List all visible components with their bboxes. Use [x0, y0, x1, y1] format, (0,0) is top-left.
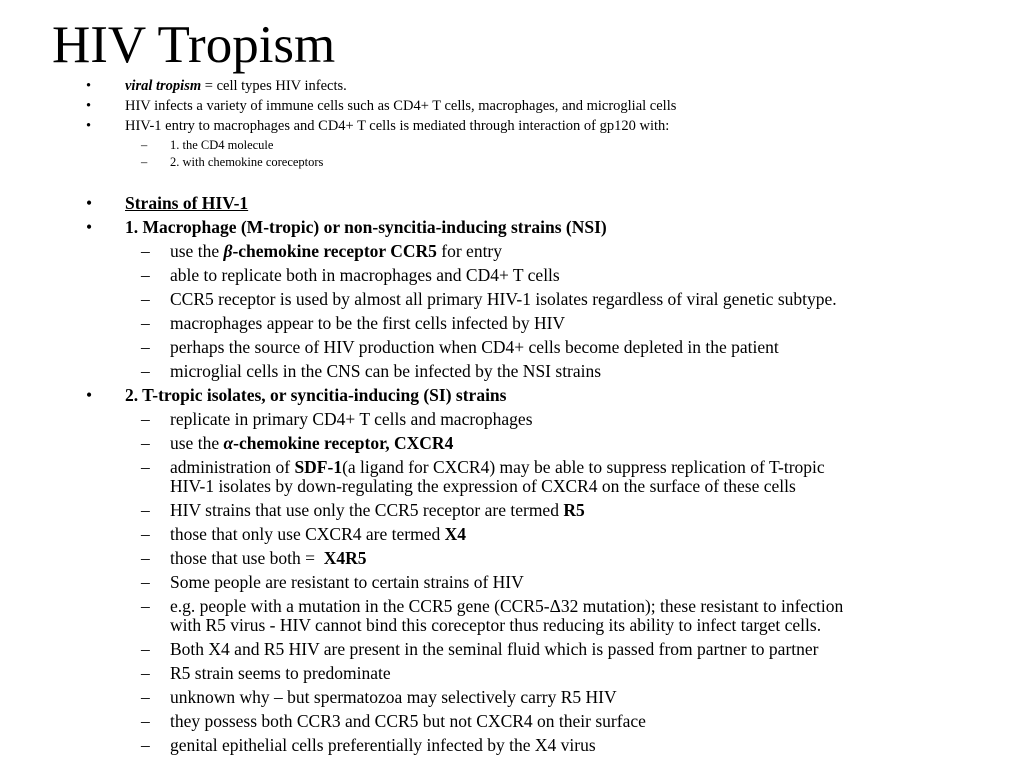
- dash-marker: –: [141, 337, 150, 357]
- slide-title: HIV Tropism: [52, 16, 336, 74]
- sub-list-item-text: Both X4 and R5 HIV are present in the seminal fluid which is passed from partner to partner: [170, 639, 819, 659]
- sub-list-item-text: CCR5 receptor is used by almost all primary HIV-1 isolates regardless of viral genetic subtype.: [170, 289, 837, 309]
- dash-marker: –: [141, 596, 150, 616]
- sub-list-item-text: Some people are resistant to certain strains of HIV: [170, 572, 524, 592]
- term-r5: R5: [563, 500, 585, 520]
- bullet-marker: •: [86, 78, 92, 94]
- dash-marker: –: [141, 138, 148, 152]
- dash-marker: –: [141, 639, 150, 659]
- dash-marker: –: [141, 155, 148, 169]
- dash-marker: –: [141, 548, 150, 568]
- sub-list-item-text: macrophages appear to be the first cells infected by HIV: [170, 313, 566, 333]
- sub-list-item-text: genital epithelial cells preferentially infected by the X4 virus: [170, 735, 596, 755]
- sub-list-item-text: with R5 virus - HIV cannot bind this coreceptor thus reducing its ability to infect target cells.: [170, 615, 822, 635]
- bullet-marker: •: [86, 118, 92, 134]
- dash-marker: –: [141, 241, 150, 261]
- section2-heading: 2. T-tropic isolates, or syncitia-inducing (SI) strains: [125, 385, 507, 405]
- list-item-text: HIV-1 entry to macrophages and CD4+ T cells is mediated through interaction of gp120 with:: [125, 118, 670, 134]
- list-item-text: HIV infects a variety of immune cells such as CD4+ T cells, macrophages, and microglial cells: [125, 98, 677, 114]
- sub-list-item-text: unknown why – but spermatozoa may selectively carry R5 HIV: [170, 687, 617, 707]
- dash-marker: –: [141, 500, 150, 520]
- term-x4r5: X4R5: [323, 548, 367, 568]
- term-x4: X4: [444, 524, 466, 544]
- dash-marker: –: [141, 457, 150, 477]
- dash-marker: –: [141, 265, 150, 285]
- dash-marker: –: [141, 361, 150, 381]
- greek-alpha: α: [223, 433, 234, 453]
- bullet-marker: •: [86, 98, 92, 114]
- dash-marker: –: [141, 687, 150, 707]
- dash-marker: –: [141, 313, 150, 333]
- slide: HIV Tropism • viral tropism = cell types HIV infects. • HIV infects a variety of immune cells such as CD4+ T cells, macrophages, and microglial cells • HIV-1 entry to macrophages and CD4+ T cells is mediated through interaction of gp120 with: – 1. the CD4 molecule – 2. with chemokine coreceptors • Strains of HIV-1 • 1. Macrophage (M-tropic) or non-syncitia-inducing strains (NSI) – use the β-chemokine receptor CCR5 for entry – able to replicate both in macrophages and CD4+ T cells – CCR5 receptor is used by almost all primary HIV-1 isolates regardless of viral genetic subtype. – macrophages appear to be the first cells infected by HIV – perhaps the source of HIV production when CD4+ cells become depleted in the patient – microglial cells in the CNS can be infected by the NSI strains • 2. T-tropic isolates, or syncitia-inducing (SI) strains – replicate in primary CD4+ T cells and macrophages – use the α-chemokine receptor, CXCR4 – administration of SDF-1(a ligand for CXCR4) may be able to suppress replication of T-tropic HIV-1 isolates by down-regulating the expression of CXCR4 on the surface of these cells – HIV strains that use only the CCR5 receptor are termed R5 – those that only use CXCR4 are termed X4 – those that use both = X4R5 – Some people are resistant to certain strains of HIV – e.g. people with a mutation in the CCR5 gene (CCR5-Δ32 mutation); these resistant to infection with R5 virus - HIV cannot bind this coreceptor thus reducing its ability to infect target cells. – Both X4 and R5 HIV are present in the seminal fluid which is passed from partner to partner – R5 strain seems to predominate – unknown why – but spermatozoa may selectively carry R5 HIV – they possess both CCR3 and CCR5 but not CXCR4 on their surface – genital epithelial cells preferentially infected by the X4 virus: [0, 0, 1024, 768]
- sub-list-item-text: 1. the CD4 molecule: [170, 138, 274, 152]
- bullet-marker: •: [86, 217, 93, 237]
- sub-list-item-text: R5 strain seems to predominate: [170, 663, 391, 683]
- sub-list-item-text: able to replicate both in macrophages and CD4+ T cells: [170, 265, 560, 285]
- sub-list-item-text: perhaps the source of HIV production when CD4+ cells become depleted in the patient: [170, 337, 779, 357]
- sub-list-item-text: e.g. people with a mutation in the CCR5 gene (CCR5-Δ32 mutation); these resistant to infection: [170, 596, 844, 616]
- term-viral-tropism: viral tropism: [125, 78, 202, 94]
- dash-marker: –: [141, 572, 150, 592]
- sub-list-item-text: microglial cells in the CNS can be infected by the NSI strains: [170, 361, 602, 381]
- bullet-marker: •: [86, 193, 93, 213]
- bullet-marker: •: [86, 385, 93, 405]
- strains-heading: Strains of HIV-1: [125, 193, 249, 213]
- section1-heading: 1. Macrophage (M-tropic) or non-syncitia-inducing strains (NSI): [125, 217, 607, 237]
- dash-marker: –: [141, 735, 150, 755]
- dash-marker: –: [141, 524, 150, 544]
- sub-list-item-text: they possess both CCR3 and CCR5 but not CXCR4 on their surface: [170, 711, 646, 731]
- dash-marker: –: [141, 289, 150, 309]
- dash-marker: –: [141, 711, 150, 731]
- term-sdf1: SDF-1: [294, 457, 343, 477]
- sub-list-item-text: HIV-1 isolates by down-regulating the expression of CXCR4 on the surface of these cells: [170, 476, 796, 496]
- sub-list-item-text: 2. with chemokine coreceptors: [170, 155, 324, 169]
- dash-marker: –: [141, 409, 150, 429]
- sub-list-item-text: replicate in primary CD4+ T cells and macrophages: [170, 409, 533, 429]
- dash-marker: –: [141, 663, 150, 683]
- list-item-text: = cell types HIV infects.: [201, 78, 347, 94]
- dash-marker: –: [141, 433, 150, 453]
- greek-beta: β: [223, 241, 233, 261]
